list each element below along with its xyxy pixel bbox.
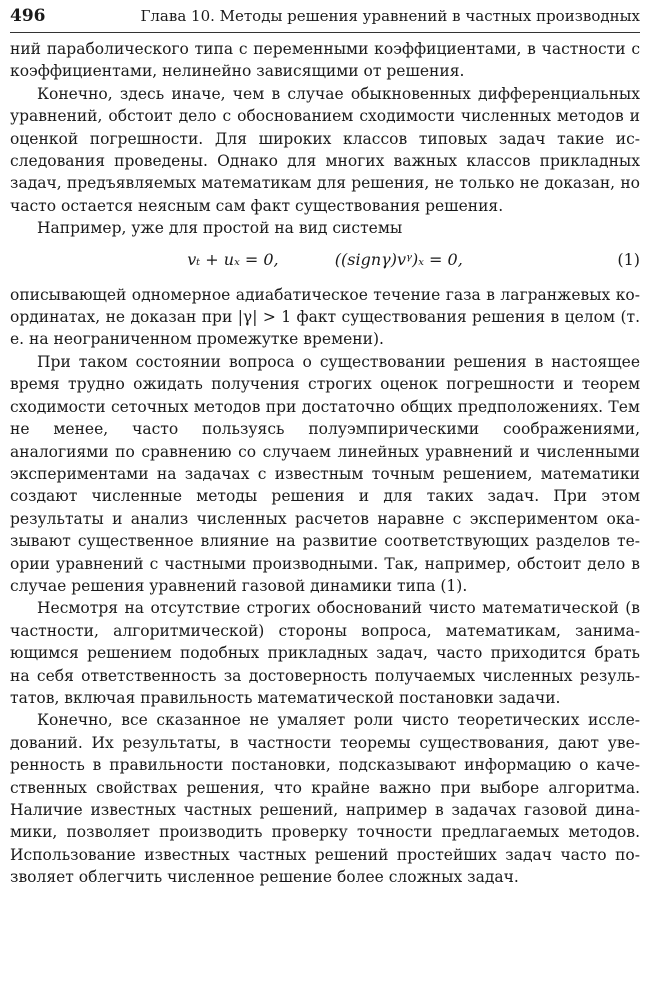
page-number: 496 [10, 6, 46, 26]
paragraph: описывающей одномерное адиабатическое течение газа в лагранжевых координатах, не доказан при |γ| > 1 факт существования решения в целом (т. е. на неограниченном промежутке времени). [10, 285, 640, 349]
paragraph: При таком состоянии вопроса о существовании решения в настоящее время трудно ожидать получения строгих оценок погрешности и теорем сходимости сеточных методов при достаточно общих предположениях. Тем не менее, часто пользуясь полуэмпирическими соображениями, аналогиями по сравнению со случаем линейных уравнений и численными экспериментами на задачах с известным точным решением, математики создают численные методы решения и для таких задач. При этом результаты и анализ численных расчетов наравне с экспериментом оказывают существенное влияние на развитие соответствующих разделов теории уравнений с частными производными. Так, например, обстоит дело в случае решения уравнений газовой динамики типа (1). [10, 352, 640, 595]
equation-right: ((signγ)vᵞ)ₓ = 0, [334, 249, 463, 269]
equation-1 [10, 242, 640, 280]
page-body [10, 38, 640, 889]
paragraph-continuation: ний параболического типа с переменными коэффициентами, в частности с коэффициентами, нелинейно зависящими от решения. [10, 40, 640, 81]
paragraph: Конечно, все сказанное не умаляет роли чисто теоретических исследований. Их результаты, в частности теоремы существования, дают уверенность в правильности постановки, подсказывают информацию о качественных свойствах решения, что крайне важно при выборе алгоритма. Наличие известных частных решений, например в задачах газовой динамики, позволяет производить проверку точности предлагаемых методов. Использование известных частных решений простейших задач часто позволяет облегчить численное решение более сложных задач. [10, 711, 640, 887]
equation-content [10, 249, 640, 271]
equation-number: (1) [617, 249, 640, 269]
paragraph: Несмотря на отсутствие строгих обоснований чисто математической (в частности, алгоритмической) стороны вопроса, математикам, занимающимся решением подобных прикладных задач, часто приходится брать на себя ответственность за достоверность получаемых численных результатов, включая правильность математической постановки задачи. [10, 599, 640, 707]
page-header [10, 2, 640, 33]
paragraph: Конечно, здесь иначе, чем в случае обыкновенных дифференциальных уравнений, обстоит дело с обоснованием сходимости численных методов и оценкой погрешности. Для широких классов типовых задач такие исследования проведены. Однако для многих важных классов прикладных задач, предъявляемых математикам для решения, не только не доказан, но часто остается неясным сам факт существования решения. [10, 84, 640, 215]
paragraph: Например, уже для простой на вид системы [37, 219, 403, 238]
equation-left: vₜ + uₓ = 0, [187, 249, 279, 269]
running-title: Глава 10. Методы решения уравнений в частных производных [140, 7, 640, 25]
